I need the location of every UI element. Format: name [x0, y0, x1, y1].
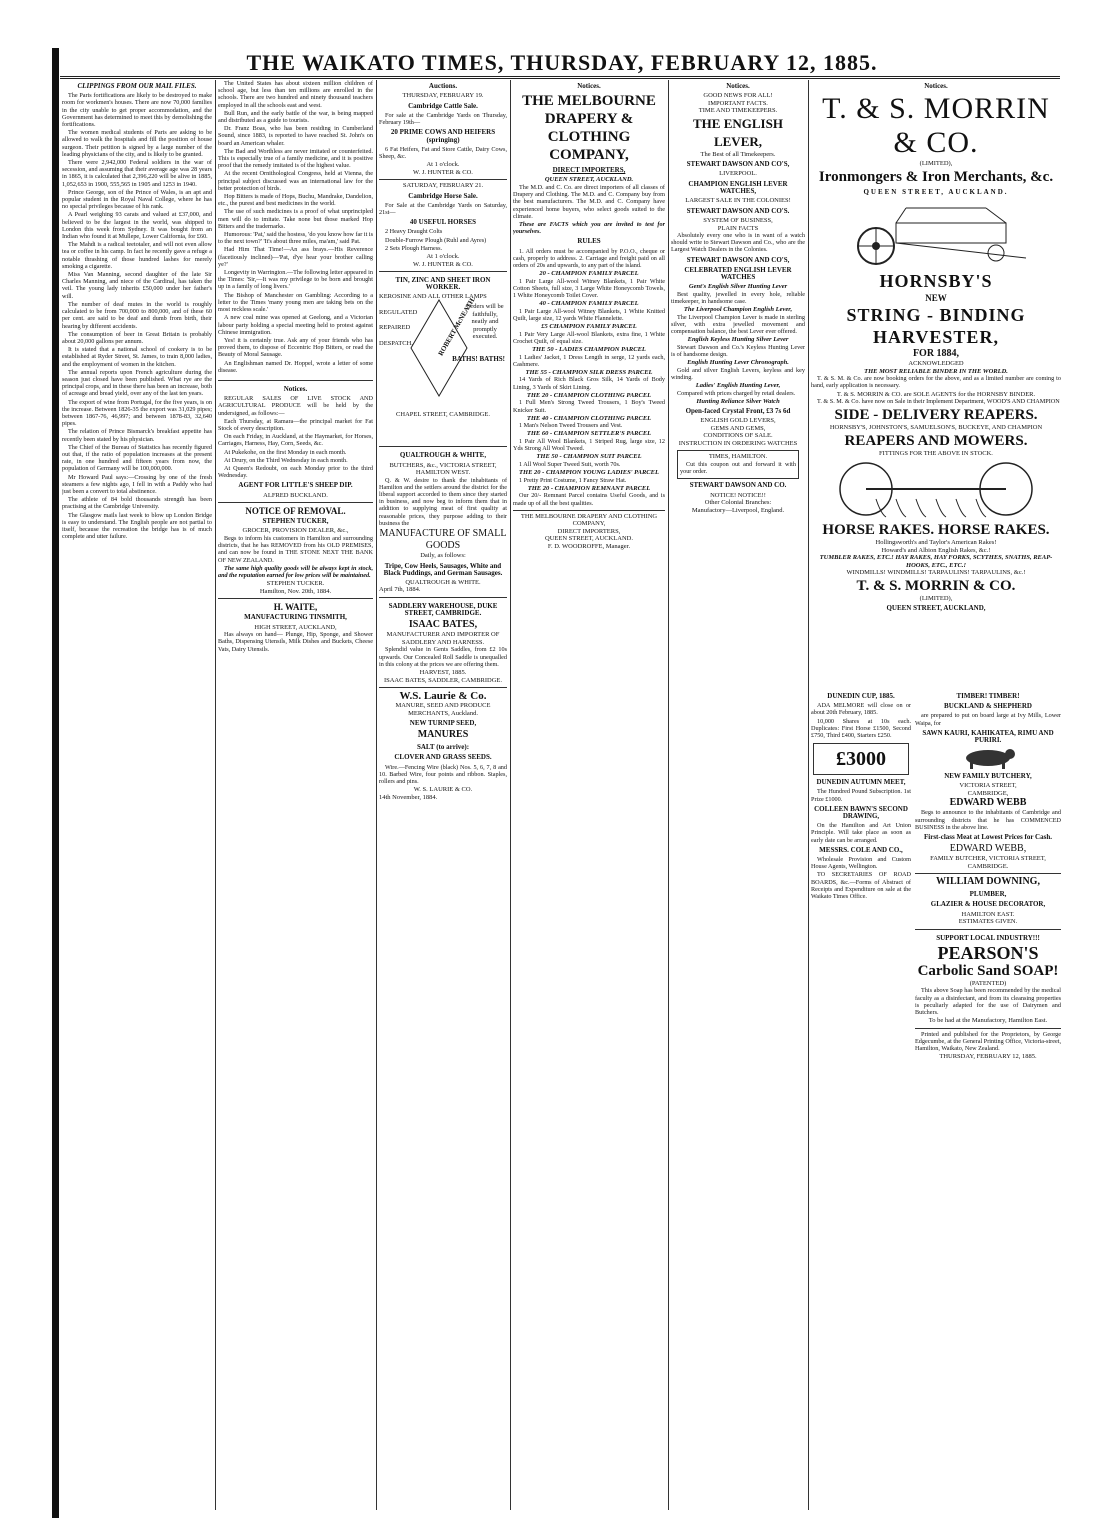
isaac-bates-body: Splendid value in Gents Saddles, from £2 10s upwards. Our Concealed Roll Saddle is unequalled in this colony at the prices we are offering them.	[379, 646, 507, 668]
times-hamilton: TIMES, HAMILTON.	[708, 453, 768, 461]
parcel-body: 1 Man's Nelson Tweed Trousers and Vest.	[519, 422, 623, 430]
qualtrough-body: Q. & W. desire to thank the inhabitants of Hamilton and the settlers around the district for the liberal support accorded to them since they started in business, and now beg to inform them that in addition to supplying meat of first quality at reasonable prices, they purpose adding to their business the	[379, 476, 507, 527]
watch-body: Gold and silver English Levers, keyless and key winding.	[671, 366, 805, 381]
coupon-body: Cut this coupon out and forward it with your order.	[680, 460, 796, 476]
livestock-notice: REGULAR SALES OF LIVE STOCK AND AGRICULTURAL PRODUCE will be held by the undersigned, as follows:—	[218, 395, 373, 417]
watch-model: Ladies' English Hunting Lever,	[695, 382, 781, 390]
howards-rakes: Howard's and Albion English Rakes, &c.!	[881, 546, 991, 554]
stewart-dawson-heading: STEWART DAWSON AND CO'S.	[686, 206, 790, 215]
drapery-address: QUEEN STREET, AUCKLAND.	[544, 176, 634, 184]
parcel-title: THE 40 - CHAMPION CLOTHING PARCEL	[526, 414, 652, 422]
tucker-trade: GROCER, PROVISION DEALER, &c.,	[242, 527, 349, 535]
column-stewart-dawson	[671, 80, 805, 1510]
horse-rakes-heading: HORSE RAKES. HORSE RAKES.	[822, 522, 1050, 539]
auction-item: 20 PRIME COWS AND HEIFERS (springing)	[390, 128, 496, 144]
tin-heading: TIN, ZINC AND SHEET IRON WORKER.	[395, 276, 491, 292]
parcel-body: 1 Pair All Wool Blankets, 1 Striped Rug, large size, 12 Yds Strong All Wool Tweed.	[513, 437, 665, 453]
article-paragraph: The annual reports upon French agriculture during the season just closed have been published. What rye are the principal crops, and in these there has been an increase, both of acreage and bread yield, over any of the last ten years.	[62, 368, 212, 398]
saddlery-heading: SADDLERY WAREHOUSE, DUKE STREET, CAMBRIDGE.	[388, 601, 498, 618]
laurie-heading: W.S. Laurie & Co.	[399, 690, 487, 702]
watch-body: Best quality, jewelled in every hole, reliable timekeeper, in handsome case.	[671, 290, 805, 305]
printer-imprint: Printed and published for the Proprietors, by George Edgecumbe, at the General Printing Office, Victoria-street, Hamilton, Waikato, New Zealand.	[915, 1030, 1061, 1053]
good-news: GOOD NEWS FOR ALL!	[703, 92, 773, 100]
column-divider	[668, 80, 669, 1510]
soap-body: This above Soap has been recommended by the medical faculty as a disinfectant, and from its cleansing properties is peculiarly adapted for the use of Dairymen and Butchers.	[915, 987, 1061, 1016]
stewart-dawson-heading: STEWART DAWSON AND CO'S,	[686, 160, 790, 169]
article-paragraph: Yes! it is certainly true. Ask any of your friends who has proved them, to dispose of Eccentric Hop Bitters, or read the Beauty of Moral Sausage.	[218, 336, 373, 359]
auctions-heading: Auctions.	[428, 82, 458, 90]
laurie-signature: W. S. LAURIE & CO.	[413, 786, 473, 794]
fittings-label: FITTINGS FOR THE ABOVE IN STOCK.	[879, 449, 993, 457]
article-paragraph: The consumption of beer in Great Britain is probably about 20,000 gallons per annum.	[62, 330, 212, 345]
parcel-body: 1 Pair Very Large All-wool Blankets, extra fine, 1 White Crochet Quilt, of equal size.	[513, 330, 665, 345]
auction-item: W. J. HUNTER & CO.	[413, 260, 473, 268]
queen-street-label-2: QUEEN STREET, AUCKLAND,	[886, 604, 986, 613]
watch-model: Hunting Reliance Silver Watch	[696, 397, 780, 405]
plain-facts: PLAIN FACTS	[717, 224, 759, 232]
drapery-signature: QUEEN STREET, AUCKLAND.	[545, 535, 633, 543]
page-edge-bar	[52, 48, 59, 1518]
isaac-bates-signature: ISAAC BATES, SADDLER, CAMBRIDGE.	[383, 676, 503, 684]
auction-title: Cambridge Cattle Sale.	[408, 101, 478, 110]
qualtrough-heading: QUALTROUGH & WHITE,	[399, 451, 487, 460]
article-paragraph: There were 2,942,000 Federal soldiers in the war of secession, and assuming that their average age was 28 years in 1865, it is calculated that 2,396,220 will be alive in 1885, 1,052,653 in 1900, 555,565 in 1905 and 1253 in 1940.	[62, 159, 212, 188]
hollingsworth-rakes: Hollingsworth's and Taylor's American Rakes!	[875, 539, 997, 547]
liverpool-label: LIVERPOOL.	[719, 170, 757, 178]
new-label: NEW	[925, 292, 947, 303]
parcel-title: THE 50 - LADIES CHAMPION PARCEL	[532, 346, 646, 354]
open-face: Open-faced Crystal Front, £3 7s 6d	[685, 407, 791, 416]
column-dunedin	[811, 690, 911, 1500]
dunedin-detail: 10,000 Shares at 10s each. Duplicates: First Horse £1500, Second £750, Third £400, Starters £250.	[811, 717, 911, 740]
carbolic-soap: Carbolic Sand SOAP!	[917, 962, 1059, 979]
parcel-title: THE 50 - CHAMPION SUIT PARCEL	[536, 453, 642, 461]
watch-body: Absolutely every one who is in want of a watch should write to Stewart Dawson and Co., who are the Largest Watch Dealers in the Colonies.	[671, 232, 805, 254]
parcel-body: 1 Pretty Print Costume, 1 Fancy Straw Hat.	[519, 476, 627, 484]
rules-body: 1. All orders must be accompanied by P.O.O., cheque or cash, properly to address. 2. Carriage and freight paid on all orders of 20s and upwards, to any part of the island.	[513, 247, 665, 269]
timber-heading: TIMBER! TIMBER!	[956, 692, 1020, 700]
direct-importers: DIRECT IMPORTERS,	[552, 166, 626, 175]
watch-model: The Liverpool Champion English Lever,	[683, 306, 793, 314]
tucker-signature: STEPHEN TUCKER.	[266, 580, 325, 588]
queen-street-label: QUEEN STREET, AUCKLAND.	[863, 187, 1009, 196]
article-paragraph: A Pearl weighing 93 carats and valued at £37,000, and believed to be the largest in the world, was shipped to London this week from Sydney. It was bought from an Indian who found it at Mullepe, Lower California, for £60.	[62, 211, 212, 241]
column-divider	[510, 80, 511, 1510]
qualtrough-date: April 7th, 1884.	[379, 586, 421, 594]
wire-body: Wire.—Fencing Wire (black) Nos. 5, 6, 7, 8 and 10. Barbed Wire, four points and ribbon. Staples, rollers and pins.	[379, 763, 507, 786]
autumn-body: The Hundred Pound Subscription. 1st Prize £1000.	[811, 788, 911, 803]
pearsons-heading: PEARSON'S	[937, 942, 1039, 963]
morrin-heading: T. & S. MORRIN & CO.	[822, 92, 1050, 160]
sawn-timber: SAWN KAURI, KAHIKATEA, RIMU AND PURIRI.	[922, 728, 1054, 745]
tin-item: ROBERT McNEATH.	[436, 295, 478, 358]
notices-heading: Notices.	[726, 82, 750, 90]
article-paragraph: The export of wine from Portugal, for the five years, is on the increase. Between 1826-35 the export was 31,029 pipes; between 1867-76, 46,997; and between 1878-83, 32,640 pipes.	[62, 398, 212, 428]
notice-item: Each Thursday, at Ramara—the principal market for Fat Stock of every description.	[218, 417, 373, 432]
messrs-body: Wholesale Provision and Custom House Agents, Wellington.	[811, 856, 911, 871]
colleen-body: On the Hamilton and Art Union Principle. Will take place as soon as early date can be arranged.	[811, 822, 911, 844]
drapery-intro: The M.D. and C. Co. are direct importers of all classes of Drapery and Clothing. The M.D. and C. Company buy from the best manufacturers. The M.D. and C. Company have experienced home buyers, who select goods suited to the climate.	[513, 183, 665, 220]
webb-town: CAMBRIDGE,	[967, 789, 1009, 797]
article-paragraph: The Paris fortifications are likely to be destroyed to make room for workmen's houses. There are now 70,000 families in the city unable to get proper accommodation, and the Government has determined to meet this by demolishing the fortifications.	[62, 92, 212, 129]
article-paragraph: An Englishman named Dr. Hoppel, wrote a letter of some disease.	[218, 359, 373, 374]
turnip-seed: NEW TURNIP SEED,	[409, 719, 477, 727]
buckland-shepherd: BUCKLAND & SHEPHERD	[944, 702, 1032, 711]
celebrated-watches: CELEBRATED ENGLISH LEVER WATCHES	[684, 265, 792, 282]
manufactory-label: Manufactory—Liverpool, England.	[691, 506, 785, 514]
article-paragraph: Longevity in Warrington.—The following letter appeared in the Times: 'Sir,—It was my privilege to be born and brought up in a family of long livers.'	[218, 269, 373, 291]
notices-heading: Notices.	[577, 82, 601, 90]
morrin-heading-2: T. & S. MORRIN & CO.	[856, 577, 1016, 594]
drapery-title-3: COMPANY,	[549, 147, 629, 164]
parcel-title: THE 55 - CHAMPION SILK DRESS PARCEL	[525, 368, 653, 376]
notice-item: On each Friday, in Auckland, at the Haymarket, for Horses, Carriages, Harness, Hay, Corn, Seeds, &c.	[218, 433, 373, 448]
parcel-title: THE 20 - CHAMPION YOUNG LADIES' PARCEL	[519, 469, 659, 477]
salt-heading: SALT (to arrive):	[416, 743, 470, 752]
auction-item: 2 Sets Plough Harness.	[385, 244, 443, 252]
harvest-label: HARVEST, 1885.	[419, 669, 467, 676]
auction-item: At 1 o'clock.	[426, 253, 460, 261]
notices-heading: Notices.	[924, 82, 948, 90]
reapers-heading: REAPERS AND MOWERS.	[844, 432, 1028, 449]
ironmongers-heading: Ironmongers & Iron Merchants, &c.	[818, 168, 1054, 185]
watch-model: English Keyless Hunting Silver Lever	[687, 336, 789, 344]
webb-body: Begs to announce to the inhabitants of Cambridge and surrounding districts that he has COMMENCED BUSINESS in the above line.	[915, 809, 1061, 831]
estimates-given: ESTIMATES GIVEN.	[958, 918, 1018, 926]
largest-sale: LARGEST SALE IN THE COLONIES!	[685, 197, 791, 205]
parcel-body: 1 All Wool Super Tweed Suit, worth 70s.	[519, 460, 621, 468]
article-paragraph: The women medical students of Paris are asking to be allowed to walk the hospitals and fill the position of house surgeon. Their petition is signed by a large number of the leading physicians of the city, and is likely to be granted.	[62, 129, 212, 158]
parcel-body: 1 Pair Large All-wool Witney Blankets, 1 White Knitted Quilt, large size, 12 yards White Flannelette.	[513, 307, 665, 322]
column-morrin	[811, 80, 1061, 680]
instruction-heading: INSTRUCTION IN ORDERING WATCHES	[678, 439, 798, 447]
auction-item: 6 Fat Heifers, Fat and Store Cattle, Dairy Cows, Sheep, &c.	[379, 145, 507, 160]
masthead-rule-2	[60, 78, 1060, 79]
auction-title: Cambridge Horse Sale.	[408, 191, 478, 200]
qualtrough-sub: BUTCHERS, &c., VICTORIA STREET, HAMILTON WEST.	[389, 461, 497, 477]
wood-body: T. & S. M. & Co. have now on Sale in their Implement Department, WOOD'S AND CHAMPION	[817, 398, 1060, 406]
watch-body: Stewart Dawson and Co.'s Keyless Hunting Lever is of handsome design.	[671, 343, 805, 358]
watch-model: Gent's English Silver Hunting Lever	[688, 283, 788, 291]
column-melbourne-drapery	[513, 80, 665, 1510]
edward-webb-signature: EDWARD WEBB,	[949, 843, 1027, 855]
notice-item: At Drury, on the Third Wednesday in each month.	[224, 456, 348, 464]
manures-heading: MANURES	[417, 729, 469, 741]
clover-heading: CLOVER AND GRASS SEEDS.	[394, 753, 492, 762]
drapery-title-2: DRAPERY & CLOTHING	[544, 111, 634, 146]
tucker-body: Begs to inform his customers in Hamilton and surrounding districts, that he has REMOVED from his OLD PREMISES, and can now be found in THE STONE NEXT THE BANK OF NEW ZEALAND.	[218, 534, 373, 564]
colleen-heading: COLLEEN BAWN'S SECOND DRAWING,	[814, 804, 908, 821]
article-paragraph: The Chief of the Bureau of Statistics has recently figured out that, if the ratio of population increases at the present rate, in one hundred and fifteen years from now, the population of Germany will be 100,000,000.	[62, 443, 212, 473]
drapery-title-1: THE MELBOURNE	[522, 93, 656, 110]
auction-item: Double-Furrow Plough (Ruhl and Ayres)	[385, 236, 487, 244]
removal-heading: NOTICE OF REMOVAL.	[245, 506, 346, 517]
reliable-binder: THE MOST RELIABLE BINDER IN THE WORLD.	[864, 367, 1008, 375]
glazier-label: GLAZIER & HOUSE DECORATOR,	[930, 900, 1046, 909]
acknowledged-label: ACKNOWLEDGED	[908, 360, 964, 368]
waite-name: H. WAITE,	[273, 602, 318, 613]
article-paragraph: It is stated that a national school of cookery is to be established at Ryder Street, St. James, to train 8,000 ladies, and the employment of women in the kitchen.	[62, 346, 212, 368]
auction-item: W. J. HUNTER & CO.	[413, 168, 473, 176]
article-paragraph: Bull Run, and the early battle of the war, is being mapped and distributed as a guide to tourists.	[218, 109, 373, 125]
auction-item: 2 Heavy Draught Colts	[385, 228, 443, 236]
article-paragraph: Mr Howard Paul says:—Crossing by one of the fresh steamers a few nights ago, I fell in with a Paddy who had just been a convert to total abstinence.	[62, 473, 212, 495]
stewart-dawson-heading: STEWART DAWSON AND CO.	[689, 481, 787, 490]
gems-label: GEMS AND GEMS,	[710, 424, 766, 432]
tin-item: REPAIRED	[379, 324, 411, 332]
auction-item: For sale at the Cambridge Yards on Thursday, February 19th—	[379, 111, 507, 127]
parcel-list	[513, 270, 665, 507]
article-paragraph: Dr. Franz Boas, who has been residing in Cumberland Sound, since 1883, is reported to have reached St. John's on board an American whaler.	[218, 125, 373, 147]
watch-model: English Hunting Lever Chronograph.	[687, 359, 789, 367]
parcel-title: THE 20 - CHAMPION CLOTHING PARCEL	[526, 391, 652, 399]
article-paragraph: The Glasgow mails last week to blow up London Bridge is easy to understand. The English people are not partial to itself, because the recreation the bridge has is of much complete and utter failure.	[62, 511, 212, 541]
important-facts: IMPORTANT FACTS.	[708, 99, 768, 107]
notice-item: At Queen's Redoubt, on each Monday prior to the third Wednesday.	[218, 464, 373, 480]
imprint-date: THURSDAY, FEBRUARY 12, 1885.	[939, 1053, 1037, 1061]
tin-advert-body	[379, 293, 507, 443]
notices-heading: Notices.	[283, 384, 308, 393]
article-paragraph: The athlete of 84 bold thousands strength has been practising at the Cambridge University.	[62, 496, 212, 511]
horse-rake-illustration	[836, 459, 1036, 519]
column-clippings	[62, 80, 212, 1510]
prize-amount: £3000	[836, 748, 886, 771]
column-divider	[215, 80, 216, 1510]
english-lever-heading: THE ENGLISH LEVER,	[693, 115, 783, 149]
column-local-ads	[915, 690, 1061, 1510]
waite-trade: MANUFACTURING TINSMITH,	[244, 613, 347, 622]
laurie-sub: MANURE, SEED AND PRODUCE MERCHANTS, Auckland.	[395, 702, 491, 717]
tin-item: BATHS! BATHS!	[452, 355, 505, 364]
morrin-limited: (LIMITED),	[919, 160, 953, 168]
article-paragraph: The Bishop of Manchester on Gambling: According to a letter to the Times 'many young men are taking bets on the most reckless scale.'	[218, 291, 373, 314]
waite-body: Has always on hand— Plunge, Hip, Sponge, and Shower Baths, Dispensing Utensils, Milk Dishes and Buckets, Cheese Vats, Dairy Utensils.	[218, 631, 373, 653]
article-paragraph: The relation of Prince Bismarck's breakfast appetite has recently been stated by his physician.	[62, 428, 212, 443]
drapery-signature: THE MELBOURNE DRAPERY AND CLOTHING COMPANY,	[520, 512, 658, 528]
article-paragraph: At the recent Ornithological Congress, held at Vienna, the principal subject discussed was an international law for the better protection of birds.	[218, 170, 373, 192]
edward-webb-name: EDWARD WEBB	[949, 797, 1027, 809]
article-paragraph: The Mahdi is a radical teetotaler, and will not even allow tea or coffee in his camp. In fact he recently gave a refuge a notable thrashing of those hundred lashes for merely smoking a cigarette.	[62, 241, 212, 270]
side-delivery-heading: SIDE - DELIVERY REAPERS.	[834, 407, 1038, 424]
morrin-limited-2: (LIMITED),	[919, 594, 953, 602]
harvester-illustration	[836, 198, 1036, 268]
watch-body: The Liverpool Champion Lever is made in sterling silver, with extra jewelled movement and compensation balance, the best Lever ever offered.	[671, 313, 805, 336]
harvester-heading: STRING - BINDING HARVESTER,	[846, 305, 1026, 348]
dunedin-body: ADA MELMORE will close on or about 20th February, 1885.	[811, 702, 911, 717]
times-box	[677, 450, 799, 479]
ox-illustration	[958, 746, 1018, 770]
auction-item: For Sale at the Cambridge Yards on Saturday, 21st—	[379, 201, 507, 217]
english-gold: ENGLISH GOLD LEVERS,	[700, 417, 776, 425]
conditions-heading: CONDITIONS OF SALE.	[703, 432, 773, 440]
column-divider	[376, 80, 377, 1510]
patented-label: (PATENTED)	[969, 979, 1007, 987]
isaac-bates-name: ISAAC BATES,	[408, 619, 478, 631]
drapery-facts: These are FACTS which you are invited to test for yourselves.	[513, 220, 665, 236]
webb-address: FAMILY BUTCHER, VICTORIA STREET, CAMBRIDGE.	[930, 855, 1046, 870]
notice-label: NOTICE! NOTICE!!	[710, 491, 766, 499]
tin-item: Orders will be faithfully, neatly and promptly executed.	[466, 303, 504, 341]
tin-item: REGULATED	[379, 308, 418, 316]
auction-item: At 1 o'clock.	[426, 161, 460, 169]
parcel-title: 20 - CHAMPION FAMILY PARCEL	[539, 270, 639, 278]
prize-box	[813, 743, 909, 775]
dunedin-heading: DUNEDIN CUP, 1885.	[827, 692, 895, 700]
watch-body: Compared with prices charged by retail dealers.	[677, 389, 796, 397]
column-general-news	[218, 80, 373, 1510]
support-local: SUPPORT LOCAL INDUSTRY!!!	[936, 933, 1040, 942]
messrs-heading: MESSRS. COLE AND CO.,	[819, 845, 903, 854]
rules-heading: RULES	[577, 237, 601, 246]
plumber-label: PLUMBER,	[969, 890, 1007, 899]
tucker-note: The same high quality goods will be always kept in stock, and the reputation earned for low prices will be maintained.	[218, 564, 373, 579]
for-year: FOR 1884,	[912, 348, 960, 360]
article-paragraph: The number of deaf mutes in the world is roughly calculated to be from 700,000 to 800,000, and of these 60 per cent. are said to be deaf and dumb from birth, their hearing by different accidents.	[62, 300, 212, 330]
clippings-heading: CLIPPINGS FROM OUR MAIL FILES.	[77, 82, 197, 90]
article-paragraph: Hop Bitters is made of Hops, Buchu, Mandrake, Dandelion, etc., the purest and best medicines in the world.	[218, 193, 373, 208]
soap-manufactory: To be had at the Manufactory, Hamilton East.	[928, 1017, 1048, 1025]
article-paragraph: Humorous: 'Pat,' said the hostess, 'do you know how far it is to the next town?' 'It's about three miles, ma'am,' said Pat.	[218, 231, 373, 246]
tin-item: CHAPEL STREET, CAMBRIDGE.	[396, 411, 490, 419]
tucker-date: Hamilton, Nov. 20th, 1884.	[259, 587, 332, 595]
webb-butchery: NEW FAMILY BUTCHERY,	[944, 772, 1032, 781]
tucker-name: STEPHEN TUCKER,	[262, 517, 329, 526]
waite-address: HIGH STREET, AUCKLAND,	[254, 623, 337, 631]
time-keepers: TIME AND TIMEKEEPERS.	[698, 107, 778, 115]
buckland-signature: ALFRED BUCKLAND.	[263, 491, 328, 499]
other-branches: Other Colonial Branches:	[704, 499, 772, 507]
english-lever-sub: The Best of all Timekeepers.	[700, 150, 776, 158]
article-paragraph: The United States has about sixteen million children of school age, but less than ten millions are enrolled in the schools. There are two hundred and ninety thousand teachers employed in all the schools east and west.	[218, 80, 373, 109]
article-paragraph: A new coal mine was opened at Geelong, and a Victorian labour party holding a special meeting held to protest against Chinese immigration.	[218, 314, 373, 336]
parcel-title: £5 CHAMPION FAMILY PARCEL	[541, 323, 637, 331]
laurie-date: 14th November, 1884.	[379, 793, 438, 801]
stewart-dawson-heading: STEWART DAWSON AND CO'S,	[686, 255, 790, 264]
sole-agents: T. & S. MORRIN & CO. are SOLE AGENTS for the HORNSBY BINDER.	[836, 390, 1036, 398]
sheep-dip-agent: AGENT FOR LITTLE'S SHEEP DIP.	[238, 481, 353, 490]
drapery-manager: F. D. WOODROFFE, Manager.	[547, 542, 631, 550]
timber-body: are prepared to put on board large at Ivy Mills, Lower Waipa, for	[915, 712, 1061, 727]
parcel-body: 1 Ladies' Jacket, 1 Dress Length in serge, 12 yards each, Cashmere.	[513, 353, 665, 368]
first-class-meat: First-class Meat at Lowest Prices for Cash.	[924, 833, 1052, 842]
masthead-rule	[60, 76, 1060, 77]
auction-item: 40 USEFUL HORSES	[409, 218, 477, 227]
webb-street: VICTORIA STREET,	[959, 782, 1017, 790]
parcel-title: 40 - CHAMPION FAMILY PARCEL	[539, 300, 639, 308]
parcel-body: 1 Full Men's Strong Tweed Trousers, 1 Boy's Tweed Knicker Suit.	[513, 399, 665, 414]
parcel-body: 1 Pair Large All-wool Witney Blankets, 1 Pair White Cotton Sheets, full size, 3 Large White Honeycomb Towels, 1 White Honeycomb Toilet Cover.	[513, 277, 665, 300]
hornsby-heading: HORNSBY'S	[879, 270, 993, 291]
small-goods-heading: MANUFACTURE OF SMALL GOODS	[379, 528, 507, 552]
tin-item: DESPATCH.	[379, 339, 413, 347]
windmills-label: WINDMILLS! WINDMILLS! TARPAULINS! TARPAULINS, &c.!	[846, 569, 1026, 577]
auction-date: SATURDAY, FEBRUARY 21.	[402, 182, 484, 190]
small-goods-sub: Daily, as follows:	[420, 552, 466, 560]
hamilton-east: HAMILTON EAST.	[961, 910, 1015, 918]
auction-date: THURSDAY, FEBRUARY 19.	[402, 92, 484, 100]
notice-item: At Pukekohe, on the first Monday in each month.	[224, 448, 347, 456]
champion-label: CHAMPION ENGLISH LEVER WATCHES,	[688, 179, 788, 196]
parcel-body: 14 Yards of Rich Black Gros Silk, 14 Yards of Body Lining, 3 Yards of Skirt Lining.	[513, 376, 665, 391]
parcel-body: Our 20/- Remnant Parcel contains Useful Goods, and is made up of all the best qualities.	[513, 492, 665, 507]
small-goods-list: Tripe, Cow Heels, Sausages, White and Black Puddings, and German Sausages.	[383, 561, 503, 577]
article-paragraph: Prince George, son of the Prince of Wales, is an apt and popular student in the Royal Naval College, where he has no special privileges because of his rank.	[62, 188, 212, 211]
parcel-title: THE 60 - CHAMPION SETTLER'S PARCEL	[526, 430, 652, 438]
drapery-signature: DIRECT IMPORTERS,	[557, 527, 621, 535]
article-paragraph: Miss Van Manning, second daughter of the late Sir Charles Manning, and niece of the Cardinal, has taken the veil. The young lady inherits £50,000 under her father's will.	[62, 271, 212, 300]
article-paragraph: The Bad and Worthless are never imitated or counterfeited. This is especially true of a family medicine, and it is positive proof that the remedy imitated is of the highest value.	[218, 147, 373, 170]
secretaries-body: TO SECRETARIES OF ROAD BOARDS, &c.—Forms of Abstract of Receipts and Expenditure on sale at the Waikato Times Office.	[811, 871, 911, 901]
booking-body: T. & S. M. & Co. are now booking orders for the above, and as a limited number are coming to hand, early application is necessary.	[811, 375, 1061, 390]
article-paragraph: Had Him That Time!—An ass brays.—His Reverence (facetiously inclined)—'Pat, d'ye hear your brother calling ye?'	[218, 246, 373, 268]
tumbler-rakes: TUMBLER RAKES, ETC.! HAY RAKES, HAY FORKS, SCYTHES, SNATHS, REAP-HOOKS, ETC., ETC.!	[819, 554, 1053, 569]
column-auctions	[379, 80, 507, 1510]
downing-name: WILLIAM DOWNING,	[936, 876, 1040, 888]
system-label: SYSTEM OF BUSINESS,	[703, 217, 773, 225]
tin-item: KEROSINE AND ALL OTHER LAMPS	[379, 293, 487, 301]
column-divider	[808, 80, 809, 1510]
isaac-bates-sub: MANUFACTURER AND IMPORTER OF SADDLERY AND HARNESS.	[386, 631, 500, 646]
hornsby-list: HORNSBY'S, JOHNSTON'S, SAMUELSON'S, BUCKEYE, AND CHAMPION	[829, 424, 1043, 432]
parcel-title: THE 20 - CHAMPION REMNANT PARCEL	[527, 484, 651, 492]
masthead: THE WAIKATO TIMES, THURSDAY, FEBRUARY 12, 1885.	[246, 50, 878, 75]
article-paragraph: The use of such medicines is a proof of what unprincipled men will do to imitate. Take none but those marked Hop Bitters and the tradernarks.	[218, 208, 373, 230]
autumn-heading: DUNEDIN AUTUMN MEET,	[816, 778, 906, 787]
qualtrough-signature: QUALTROUGH & WHITE.	[405, 578, 481, 586]
